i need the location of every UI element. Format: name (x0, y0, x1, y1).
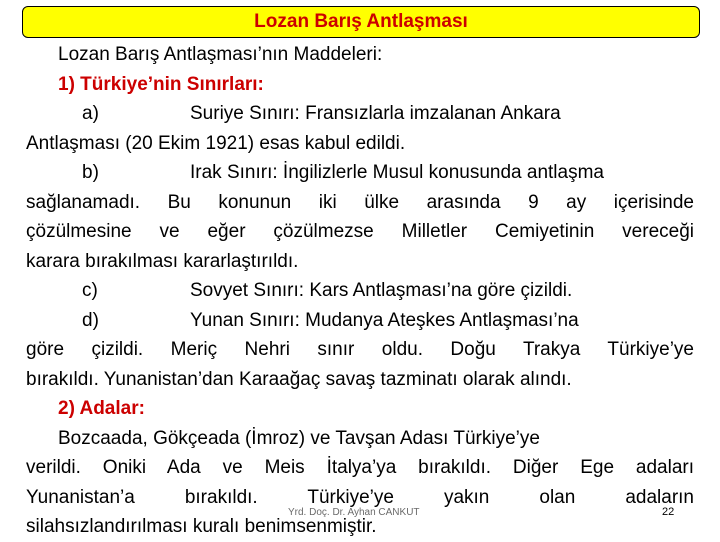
item-b-text: Irak Sınırı: İngilizlerle Musul konusunda antlaşma (190, 162, 604, 183)
item-a-label: a) (82, 103, 99, 124)
item-b-first (26, 158, 694, 188)
footer-author: Yrd. Doç. Dr. Ayhan CANKUT (288, 507, 420, 518)
item-c-text: Sovyet Sınırı: Kars Antlaşması’na göre çizildi. (190, 280, 573, 301)
islands-last: silahsızlandırılması kuralı benimsenmiştir. (26, 516, 377, 537)
intro-text: Lozan Barış Antlaşması’nın Maddeleri: (58, 44, 383, 65)
item-a-first (26, 99, 694, 129)
item-d-line: bırakıldı. Yunanistan’dan Karaağaç savaş tazminatı olarak alındı. (26, 368, 572, 390)
item-b-line: çözülmesine ve eğer çözülmezse Milletler Cemiyetinin vereceği (26, 221, 694, 242)
islands-first: Bozcaada, Gökçeada (İmroz) ve Tavşan Adası Türkiye’ye (58, 427, 540, 449)
item-c-label: c) (82, 280, 98, 301)
item-c-first (26, 276, 694, 306)
item-d-line: göre çizildi. Meriç Nehri sınır oldu. Doğu Trakya Türkiye’ye (26, 339, 694, 360)
item-d-text: Yunan Sınırı: Mudanya Ateşkes Antlaşması’na (190, 309, 579, 331)
item-d-first (26, 306, 694, 336)
item-b-label: b) (82, 162, 99, 183)
item-a-line: Antlaşması (20 Ekim 1921) esas kabul edildi. (26, 132, 406, 154)
slide-body (26, 40, 694, 542)
section-heading-islands: 2) Adalar: (58, 398, 145, 419)
item-a-text: Suriye Sınırı: Fransızlarla imzalanan Ankara (190, 103, 561, 124)
islands-line: verildi. Oniki Ada ve Meis İtalya’ya bırakıldı. Diğer Ege adaları (26, 457, 694, 478)
item-d-label: d) (82, 309, 99, 331)
title-banner (22, 6, 700, 38)
page-number: 22 (662, 506, 675, 518)
section-heading-borders: 1) Türkiye’nin Sınırları: (58, 73, 264, 95)
islands-line: Yunanistan’a bırakıldı. Türkiye’ye yakın olan adaların (26, 486, 694, 508)
page-title: Lozan Barış Antlaşması (254, 11, 468, 32)
item-b-line: sağlanamadı. Bu konunun iki ülke arasında 9 ay içerisinde (26, 191, 694, 213)
item-b-line: karara bırakılması kararlaştırıldı. (26, 250, 299, 272)
